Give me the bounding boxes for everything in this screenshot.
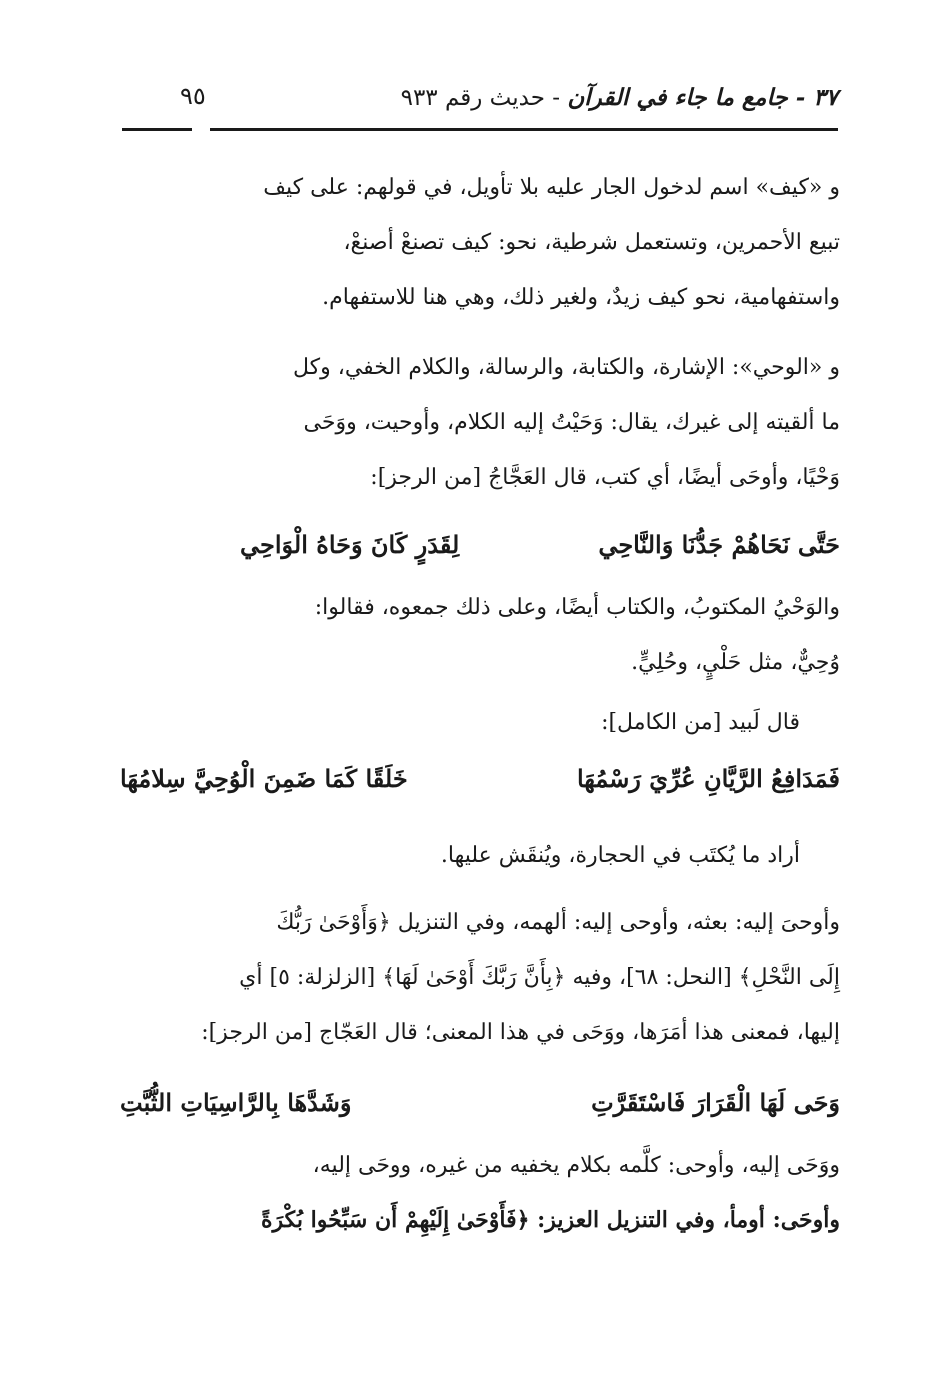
chapter-title: ٣٧ - جامع ما جاء في القرآن — [567, 84, 838, 111]
text-line: تبيع الأحمرين، وتستعمل شرطية، نحو: كيف تصنعْ أصنعْ، — [343, 230, 840, 255]
text-line: ووَحَى إليه، وأوحى: كلَّمه بكلام يخفيه من غيره، ووحَى إليه، — [312, 1153, 840, 1178]
verse-hemistich-first: وَحَى لَهَا الْقَرَارَ فَاسْتَقَرَّتِ — [591, 1088, 840, 1117]
paragraph-labid-intro — [120, 695, 840, 750]
verse-hemistich-first: حَتَّى نَحَاهُمْ جَدُّنَا وَالنَّاحِي — [598, 530, 840, 559]
paragraph-awha — [120, 895, 840, 1060]
page-number-rule — [122, 128, 192, 131]
text-line: والوَحْيُ المكتوبُ، والكتاب أيضًا، وعلى ذلك جمعوه، فقالوا: — [314, 595, 840, 620]
verse-hemistich-second: لِقَدَرٍ كَانَ وَحَاهُ الْوَاحِي — [240, 530, 460, 559]
paragraph-stone-inscription — [120, 828, 840, 883]
page-header — [120, 80, 838, 120]
poetry-verse — [120, 756, 840, 806]
running-title — [401, 84, 838, 111]
poetry-verse — [120, 522, 840, 572]
verse-hemistich-second: وَشَدَّهَا بِالرَّاسِيَاتِ الثُّبَّتِ — [120, 1088, 352, 1117]
poetry-verse — [120, 1080, 840, 1130]
verse-hemistich-second: خَلَقًا كَمَا ضَمِنَ الْوُحِيَّ سِلامُهَا — [120, 764, 408, 793]
verse-hemistich-first: فَمَدَافِعُ الرَّيَّانِ عُرِّيَ رَسْمُهَا — [576, 764, 840, 793]
text-line: وأوحىَ إليه: بعثه، وأوحى إليه: ألهمه، وفي التنزيل ﴿وَأَوْحَىٰ رَبُّكَ — [276, 910, 840, 935]
text-line: إِلَى النَّحْلِ﴾ [النحل: ٦٨]، وفيه ﴿بِأَنَّ رَبَّكَ أَوْحَىٰ لَهَا﴾ [الزلزلة: ٥] أي — [239, 965, 840, 990]
header-rule — [210, 128, 838, 131]
text-line: قال لَبيد [من الكامل]: — [601, 710, 800, 735]
page-number: ٩٥ — [180, 82, 206, 110]
text-line: و «الوحي»: الإشارة، والكتابة، والرسالة، والكلام الخفي، وكل — [292, 355, 840, 380]
text-line: وأوحَى: أومأ، وفي التنزيل العزيز: ﴿فَأَوْحَىٰ إِلَيْهِمْ أَن سَبِّحُوا بُكْرَةً — [261, 1207, 840, 1233]
paragraph-maktub — [120, 580, 840, 690]
paragraph-wahy — [120, 340, 840, 505]
hadith-number: - حديث رقم ٩٣٣ — [400, 85, 568, 111]
text-line: إليها، فمعنى هذا أمَرَها، ووَحَى في هذا المعنى؛ قال العَجّاج [من الرجز]: — [201, 1020, 840, 1045]
text-line: وُحِيٌّ، مثل حَلْيٍ، وحُلِيٍّ. — [631, 650, 840, 675]
text-line: أراد ما يُكتَب في الحجارة، ويُنقَش عليها. — [440, 843, 800, 868]
paragraph-kayf — [120, 160, 840, 325]
text-line: واستفهامية، نحو كيف زيدٌ، ولغير ذلك، وهي هنا للاستفهام. — [322, 285, 840, 310]
text-line: و «كيف» اسم لدخول الجار عليه بلا تأويل، في قولهم: على كيف — [263, 175, 840, 200]
paragraph-kallamahu — [120, 1138, 840, 1248]
text-line: وَحْيًا، وأوحَى أيضًا، أي كتب، قال العَجَّاجُ [من الرجز]: — [370, 465, 840, 490]
text-line: ما ألقيته إلى غيرك، يقال: وَحَيْتُ إليه الكلام، وأوحيت، ووَحَى — [303, 410, 840, 435]
